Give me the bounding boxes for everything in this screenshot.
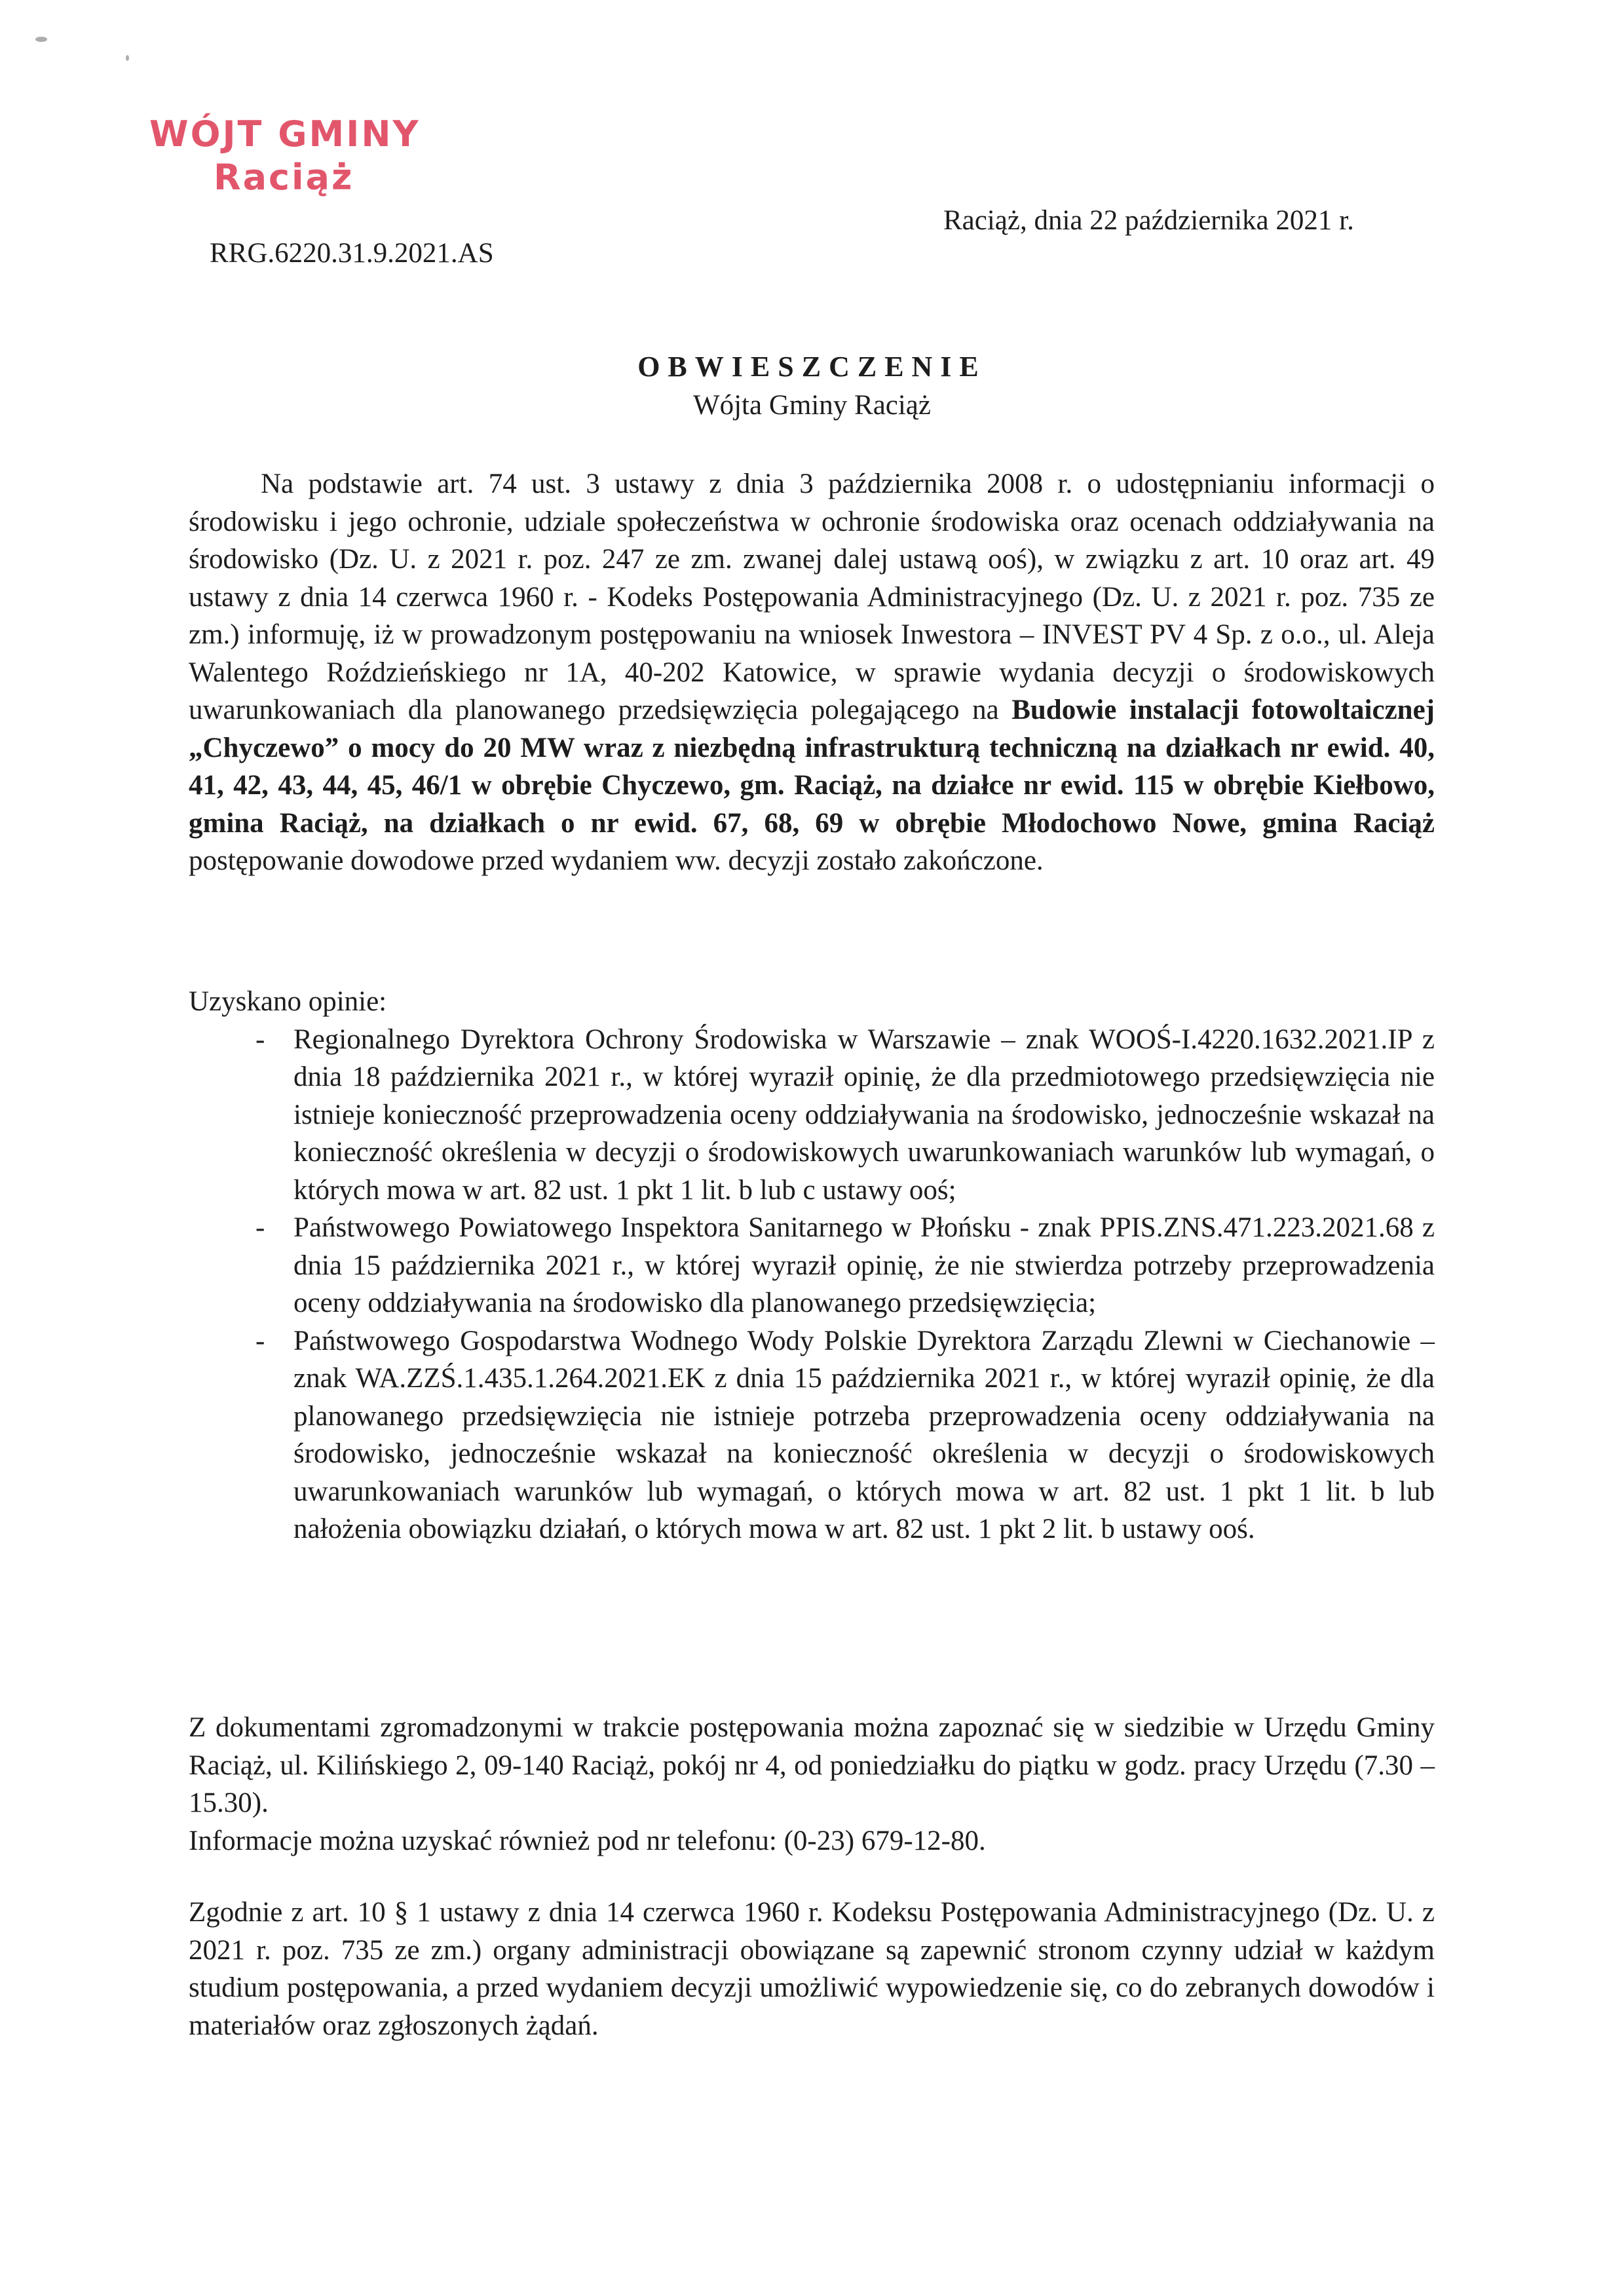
- document-heading: [0, 347, 1624, 425]
- bullet-dash: -: [255, 1024, 265, 1055]
- stamp-line-1: WÓJT GMINY: [149, 113, 421, 155]
- opinion-text: Regionalnego Dyrektora Ochrony Środowiska w Warszawie – znak WOOŚ-I.4220.1632.2021.IP z dnia 18 października 2021 r., w której wyraził opinię, że dla przedmiotowego przedsięwzięcia nie istnieje konieczność przeprowadzenia oceny oddziaływania na środowisko, jednocześnie wskazał na konieczność określenia w decyzji o środowiskowych uwarunkowaniach warunków lub wymagań, o których mowa w art. 82 ust. 1 pkt 1 lit. b lub c ustawy ooś;: [293, 1024, 1435, 1206]
- reference-number: RRG.6220.31.9.2021.AS: [210, 238, 494, 269]
- scan-speck: [126, 55, 129, 61]
- opinion-item: [189, 1209, 1435, 1322]
- place-and-date: Raciąż, dnia 22 października 2021 r.: [943, 205, 1354, 236]
- notice-legal-basis: Na podstawie art. 74 ust. 3 ustawy z dnia 3 października 2008 r. o udostępnianiu informacji o środowisku i jego ochronie, udziale społeczeństwa w ochronie środowiska oraz ocenach oddziaływania na środowisko (Dz. U. z 2021 r. poz. 247 ze zm. zwanej dalej ustawą ooś), w związku z art. 10 oraz art. 49 ustawy z dnia 14 czerwca 1960 r. - Kodeks Postępowania Administracyjnego (Dz. U. z 2021 r. poz. 735 ze zm.) informuję, iż w prowadzonym postępowaniu na wniosek Inwestora – INVEST PV 4 Sp. z o.o., ul. Aleja Walentego Roździeńskiego nr 1A, 40-202 Katowice, w sprawie wydania decyzji o środowiskowych uwarunkowaniach dla planowanego przedsięwzięcia polegającego na: [189, 469, 1435, 725]
- opinion-item: [189, 1021, 1435, 1210]
- phone-info: Informacje można uzyskać również pod nr telefonu: (0-23) 679-12-80.: [189, 1825, 986, 1856]
- bullet-dash: -: [255, 1212, 265, 1243]
- documents-access-text: Z dokumentami zgromadzonymi w trakcie postępowania można zapoznać się w siedzibie w Urzędu Gminy Raciąż, ul. Kilińskiego 2, 09-140 Raciąż, pokój nr 4, od poniedziałku do piątku w godz. pracy Urzędu (7.30 – 15.30).: [189, 1712, 1435, 1818]
- paragraph-main-notice: [189, 465, 1435, 880]
- notice-conclusion: postępowanie dowodowe przed wydaniem ww. decyzji zostało zakończone.: [189, 845, 1044, 876]
- paragraph-party-rights: [189, 1894, 1435, 2044]
- document-title: OBWIESZCZENIE: [637, 351, 987, 383]
- opinions-section: [189, 983, 1435, 1548]
- opinion-text: Państwowego Gospodarstwa Wodnego Wody Polskie Dyrektora Zarządu Zlewni w Ciechanowie – znak WA.ZZŚ.1.435.1.264.2021.EK z dnia 15 października 2021 r., w której wyraził opinię, że dla planowanego przedsięwzięcia nie istnieje potrzeba przeprowadzenia oceny oddziaływania na środowisko, jednocześnie wskazał na konieczność określenia w decyzji o środowiskowych uwarunkowaniach warunków lub wymagań, o których mowa w art. 82 ust. 1 pkt 1 lit. b lub nałożenia obowiązku działań, o których mowa w art. 82 ust. 1 pkt 2 lit. b ustawy ooś.: [293, 1325, 1435, 1544]
- opinions-label: Uzyskano opinie:: [189, 986, 387, 1017]
- document-subtitle: Wójta Gminy Raciąż: [693, 390, 931, 421]
- opinion-item: [189, 1322, 1435, 1548]
- scan-speck: [35, 37, 47, 42]
- official-stamp: [149, 113, 421, 199]
- opinions-list: [189, 1021, 1435, 1548]
- project-description: Budowie instalacji fotowoltaicznej „Chyczewo” o mocy do 20 MW wraz z niezbędną infrastrukturą techniczną na działkach nr ewid. 40, 41, 42, 43, 44, 45, 46/1 w obrębie Chyczewo, gm. Raciąż, na działce nr ewid. 115 w obrębie Kiełbowo, gmina Raciąż, na działkach o nr ewid. 67, 68, 69 w obrębie Młodochowo Nowe, gmina Raciąż: [189, 695, 1435, 839]
- stamp-line-2: Raciąż: [214, 157, 354, 198]
- opinion-text: Państwowego Powiatowego Inspektora Sanitarnego w Płońsku - znak PPIS.ZNS.471.223.2021.68 z dnia 15 października 2021 r., w której wyraził opinię, że nie stwierdza potrzeby przeprowadzenia oceny oddziaływania na środowisko dla planowanego przedsięwzięcia;: [293, 1212, 1435, 1318]
- party-rights-text: Zgodnie z art. 10 § 1 ustawy z dnia 14 czerwca 1960 r. Kodeksu Postępowania Administracyjnego (Dz. U. z 2021 r. poz. 735 ze zm.) organy administracji obowiązane są zapewnić stronom czynny udział w każdym studium postępowania, a przed wydaniem decyzji umożliwić wypowiedzenie się, co do zebranych dowodów i materiałów oraz zgłoszonych żądań.: [189, 1897, 1435, 2041]
- bullet-dash: -: [255, 1325, 265, 1356]
- paragraph-documents-access: [189, 1709, 1435, 1860]
